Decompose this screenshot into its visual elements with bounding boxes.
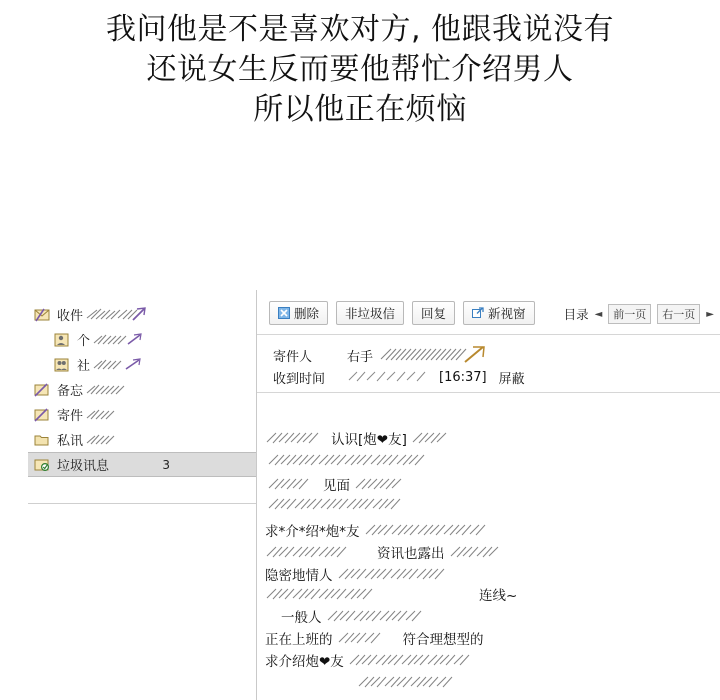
caption-line-1: 我问他是不是喜欢对方, 他跟我说没有: [105, 12, 615, 47]
group-folder-icon: [54, 358, 71, 372]
folder-label: 私讯: [57, 434, 84, 449]
spam-folder-icon: [34, 458, 51, 472]
censor-scribble: [337, 566, 497, 582]
body-text: 一般人: [281, 610, 322, 626]
folder-item-social[interactable]: [28, 352, 256, 377]
mail-client-window: [0, 290, 720, 700]
censor-scribble: [337, 630, 399, 646]
censor-scribble: [267, 452, 457, 468]
censor-scribble: [354, 476, 414, 492]
censor-scribble: [326, 608, 476, 624]
body-text: 资讯也露出: [377, 546, 445, 562]
caption-line-3: 所以他正在烦恼: [253, 92, 467, 127]
body-line: [281, 606, 476, 626]
delete-button[interactable]: [269, 301, 328, 325]
body-text: 正在上班的: [265, 632, 333, 648]
censor-scribble: [85, 383, 133, 397]
folder-item-personal[interactable]: [28, 327, 256, 352]
message-header: [273, 344, 713, 388]
reading-pane: [257, 290, 720, 700]
header-divider: [257, 392, 720, 393]
body-text: 见面: [323, 478, 350, 494]
pagination-group: [564, 304, 714, 324]
directory-label[interactable]: 目录: [563, 307, 589, 322]
folder-item-direct-messages[interactable]: [28, 427, 256, 452]
new-window-icon: [472, 307, 484, 319]
body-line: [265, 520, 524, 540]
folder-label: 个: [77, 334, 91, 349]
folder-label: 社: [77, 359, 91, 374]
censor-scribble: [85, 433, 125, 447]
body-text: 连线~: [479, 588, 518, 604]
body-text: 求*介*绍*炮*友: [265, 524, 360, 540]
censor-scribble: [85, 408, 125, 422]
body-line: [265, 650, 518, 670]
block-sender-link[interactable]: 屏蔽: [498, 371, 525, 387]
sender-value-group: [347, 346, 491, 365]
body-line: [267, 474, 414, 494]
censor-scribble: [411, 430, 455, 446]
body-line: [265, 564, 497, 584]
censor-scribble: [265, 430, 327, 446]
folder-label: 垃圾讯息: [57, 459, 110, 474]
received-time-row: [273, 366, 713, 388]
plain-folder-icon: [34, 433, 51, 447]
folder-item-sent[interactable]: [28, 402, 256, 427]
censor-scribble: [348, 652, 518, 668]
note-folder-icon: [34, 383, 51, 397]
new-window-button[interactable]: [463, 301, 535, 325]
folder-item-memo[interactable]: [28, 377, 256, 402]
body-line: [265, 428, 455, 448]
body-line: [357, 674, 527, 690]
folder-item-spam[interactable]: [28, 452, 256, 477]
body-line: [267, 496, 437, 512]
folder-label: 备忘: [57, 384, 84, 399]
new-window-label: 新视窗: [488, 306, 526, 321]
folder-label: 收件: [57, 309, 84, 324]
sender-value: 右手: [347, 349, 374, 365]
prev-page-button[interactable]: 前一页: [608, 304, 651, 324]
censor-scribble: [449, 544, 519, 560]
spam-unread-count: 3: [162, 457, 170, 472]
not-spam-button[interactable]: [336, 301, 404, 325]
person-folder-icon: [54, 333, 71, 347]
censor-scribble: [85, 307, 147, 323]
censor-scribble: [347, 369, 433, 385]
next-page-button[interactable]: 右一页: [657, 304, 700, 324]
reply-button[interactable]: [412, 301, 455, 325]
close-icon: [278, 307, 290, 319]
sender-row: [273, 344, 713, 366]
message-toolbar: [269, 300, 535, 326]
censor-scribble: [379, 346, 491, 364]
body-text: 求介绍炮❤友: [265, 654, 344, 670]
delete-label: 删除: [294, 306, 320, 321]
body-line: [267, 452, 457, 468]
body-line: [479, 584, 517, 604]
censor-scribble: [267, 476, 319, 492]
body-text: 隐密地情人: [265, 568, 333, 584]
received-time-value-group: [347, 368, 525, 387]
censor-scribble: [364, 522, 524, 538]
folder-label: 寄件: [57, 409, 84, 424]
not-spam-label: 非垃圾信: [345, 306, 396, 321]
sent-folder-icon: [34, 408, 51, 422]
censor-scribble: [265, 586, 415, 602]
caption-line-2: 还说女生反而要他帮忙介绍男人: [146, 52, 574, 87]
toolbar-divider: [257, 334, 720, 335]
folder-list-divider: [28, 503, 256, 504]
message-body: [257, 394, 720, 700]
body-line: [265, 586, 415, 602]
body-text: 认识[炮❤友]: [331, 432, 407, 448]
mail-folder-icon: [34, 308, 51, 322]
censor-scribble: [357, 674, 527, 690]
censor-scribble: [267, 496, 437, 512]
folder-item-inbox[interactable]: [28, 302, 256, 327]
censor-scribble: [265, 544, 373, 560]
body-line: [265, 628, 484, 648]
body-text: 符合理想型的: [402, 632, 484, 648]
folder-list: [28, 302, 256, 477]
next-arrow-icon[interactable]: ►: [706, 308, 714, 320]
censor-scribble: [92, 358, 144, 372]
reply-label: 回复: [421, 306, 447, 321]
body-line: [265, 542, 519, 562]
received-time-key: 收到时间: [273, 371, 326, 387]
censor-scribble: [92, 333, 144, 347]
prev-arrow-icon[interactable]: ◄: [594, 308, 603, 320]
caption-text: [0, 10, 720, 130]
sender-key: 寄件人: [273, 349, 313, 365]
received-time-value: [16:37]: [439, 369, 487, 385]
